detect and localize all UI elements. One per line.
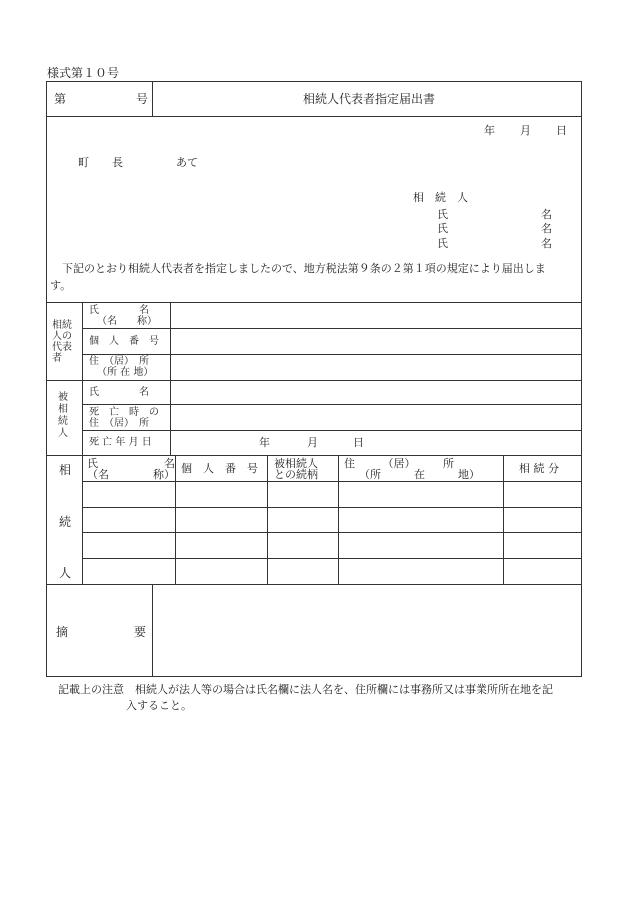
addressee-chief: 長 [112, 156, 123, 169]
date-day: 日 [556, 124, 567, 137]
dec-date-label: 死 亡 年 月 日 [89, 437, 152, 448]
col-address-bottom: （所 在 地） [359, 468, 480, 481]
rep-name-field[interactable] [171, 303, 581, 328]
rep-name-sublabel: （名 称） [97, 316, 157, 327]
date-month: 月 [520, 124, 531, 137]
representative-group-label: 相続人の代表者 [52, 320, 72, 364]
rep-address-sublabel: （所 在 地） [97, 367, 154, 378]
statement-line-2: す。 [50, 279, 72, 292]
number-label-dai: 第 [54, 92, 67, 106]
dec-address-label-bottom: 住 （居） 所 [89, 418, 149, 429]
heir-shi: 氏 [437, 222, 448, 235]
statement-line-1: 下記のとおり相続人代表者を指定しましたので、地方税法第９条の２第１項の規定により届出しま [62, 262, 546, 275]
note-line-2: 入すること。 [126, 699, 192, 712]
heir-row-2[interactable] [83, 508, 581, 532]
note-line-1: 記載上の注意 相続人が法人等の場合は氏名欄に法人名を、住所欄には事務所又は事業所所在地を記 [58, 683, 553, 696]
heirs-group-char-2: 続 [59, 515, 72, 529]
heir-mei: 名 [541, 222, 552, 235]
deceased-group-label: 被相続人 [58, 392, 68, 439]
col-address-top: 住 （居） 所 [344, 457, 454, 470]
dec-name-label: 氏 名 [89, 387, 149, 398]
death-month: 月 [307, 436, 318, 449]
addressee-town: 町 [78, 156, 89, 169]
form-number: 様式第１０号 [47, 66, 120, 80]
col-share-header: 相 続 分 [519, 462, 559, 475]
date-year: 年 [484, 124, 495, 137]
heirs-group-char-3: 人 [59, 566, 72, 580]
heir-shi: 氏 [437, 208, 448, 221]
heir-row-1[interactable] [83, 482, 581, 507]
col-relation-top: 被相続人 [274, 457, 318, 470]
heir-shi: 氏 [437, 237, 448, 250]
dec-address-label-top: 死 亡 時 の [89, 407, 159, 418]
rep-number-label: 個 人 番 号 [89, 336, 159, 347]
col-name-top: 氏 名 [87, 457, 175, 470]
rep-address-field[interactable] [171, 355, 581, 380]
rep-name-label: 氏 名 [89, 305, 149, 316]
heirs-heading: 相 続 人 [413, 191, 468, 204]
summary-label-2: 要 [134, 625, 147, 639]
col-relation-bottom: との続柄 [274, 468, 318, 481]
addressee-ate: あて [176, 156, 198, 169]
heir-row-4[interactable] [83, 559, 581, 584]
rep-address-label: 住 （居） 所 [89, 356, 149, 367]
heir-mei: 名 [541, 208, 552, 221]
dec-address-field[interactable] [171, 405, 581, 430]
form-title: 相続人代表者指定届出書 [303, 92, 436, 106]
dec-date-field[interactable] [171, 431, 581, 455]
heirs-group-char-1: 相 [59, 463, 72, 477]
dec-name-field[interactable] [171, 381, 581, 404]
rep-number-field[interactable] [171, 329, 581, 354]
number-label-gou: 号 [136, 92, 149, 106]
heir-row-3[interactable] [83, 533, 581, 558]
summary-field[interactable] [153, 585, 581, 676]
death-day: 日 [353, 436, 364, 449]
col-number-header: 個 人 番 号 [181, 462, 258, 475]
summary-label-1: 摘 [56, 625, 69, 639]
heir-mei: 名 [541, 237, 552, 250]
col-name-bottom: （名 称） [87, 468, 175, 481]
document-number-field[interactable] [60, 86, 134, 112]
death-year: 年 [259, 436, 270, 449]
